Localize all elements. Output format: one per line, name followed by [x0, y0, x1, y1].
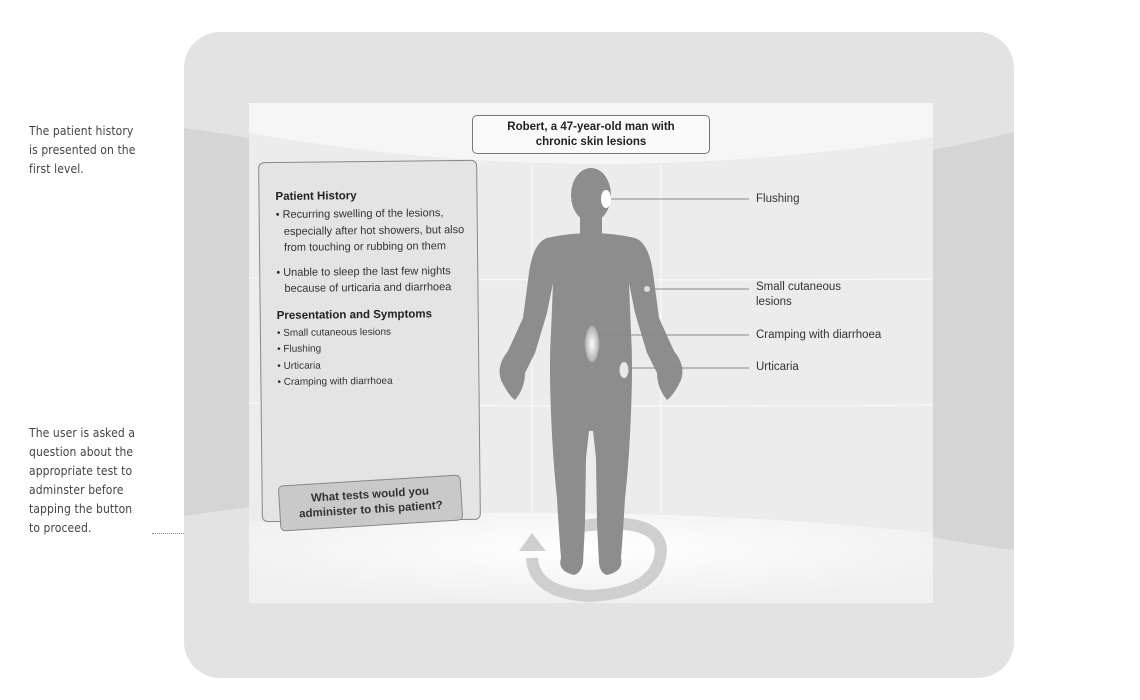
history-item: • Unable to sleep the last few nights because of urticaria and diarrhoea — [276, 264, 452, 295]
case-title-box — [472, 115, 710, 154]
callout-urticaria — [756, 360, 799, 375]
history-annotation — [29, 122, 154, 179]
question-annotation-line: to proceed. — [29, 521, 92, 535]
history-annotation-line: is presented on the — [29, 143, 136, 157]
history-annotation-line: first level. — [29, 162, 84, 176]
patient-history-panel — [258, 160, 481, 522]
callout-line: Urticaria — [756, 361, 799, 373]
callout-line: Small cutaneous — [756, 281, 842, 293]
callout-cramping — [756, 328, 881, 343]
question-annotation-line: question about the — [29, 445, 134, 459]
urticaria-marker[interactable] — [620, 362, 629, 378]
flushing-marker[interactable] — [601, 190, 611, 208]
history-item: • Recurring swelling of the lesions, especially after hot showers, but also from touching or rubbing on them — [275, 207, 465, 254]
callout-flushing — [756, 192, 799, 207]
question-annotation-line: adminster before — [29, 483, 124, 497]
history-annotation-line: The patient history — [29, 124, 134, 138]
case-title-line: Robert, a 47-year-old man with — [507, 120, 675, 133]
symptom-item: • Cramping with diarrhoea — [277, 375, 393, 388]
callout-line: Flushing — [756, 193, 800, 205]
button-label-line: What tests would you — [310, 485, 430, 505]
callout-lesions — [756, 280, 841, 310]
symptom-item: • Flushing — [277, 343, 322, 355]
button-label-line: administer to this patient? — [298, 499, 444, 521]
app-screen — [249, 103, 933, 603]
abdomen-marker[interactable] — [585, 326, 599, 362]
presentation-heading: Presentation and Symptoms — [276, 307, 433, 322]
question-annotation-line: tapping the button — [29, 502, 133, 516]
question-annotation — [29, 424, 154, 538]
lesion-marker[interactable] — [644, 286, 650, 292]
case-title-line: chronic skin lesions — [535, 135, 647, 148]
callout-line: Cramping with diarrhoea — [756, 329, 882, 341]
question-annotation-line: The user is asked a — [29, 426, 136, 440]
symptom-item: • Small cutaneous lesions — [276, 326, 392, 339]
callout-line: lesions — [756, 296, 792, 308]
patient-history-heading: Patient History — [275, 190, 357, 203]
patient-history-content — [275, 189, 477, 392]
symptom-item: • Urticaria — [277, 360, 321, 372]
question-annotation-line: appropriate test to — [29, 464, 133, 478]
